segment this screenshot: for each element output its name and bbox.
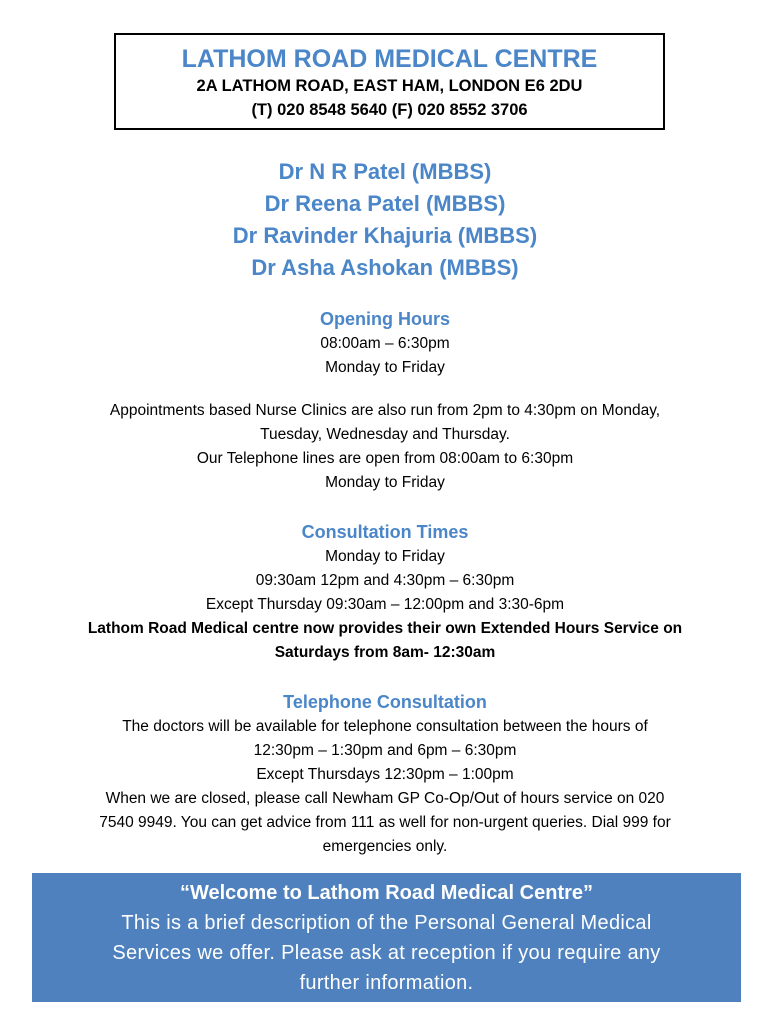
clinics-line: Our Telephone lines are open from 08:00am to 6:30pm <box>196 450 574 467</box>
doctor-name: Dr Ravinder Khajuria (MBBS) <box>232 223 538 248</box>
telephone-line: Except Thursdays 12:30pm – 1:00pm <box>256 766 514 783</box>
opening-hours-title: Opening Hours <box>320 309 450 329</box>
consultation-line: 09:30am 12pm and 4:30pm – 6:30pm <box>255 572 515 589</box>
clinics-line: Tuesday, Wednesday and Thursday. <box>260 426 510 443</box>
consultation-line: Except Thursday 09:30am – 12:00pm and 3:30-6pm <box>205 596 565 613</box>
extended-hours-line: Saturdays from 8am- 12:30am <box>274 644 496 661</box>
doctor-name: Dr Reena Patel (MBBS) <box>264 191 506 216</box>
opening-hours-line: 08:00am – 6:30pm <box>320 335 450 352</box>
header-box <box>114 33 665 130</box>
telephone-line: 12:30pm – 1:30pm and 6pm – 6:30pm <box>253 742 517 759</box>
telephone-line: 7540 9949. You can get advice from 111 as well for non-urgent queries. Dial 999 for <box>99 814 671 831</box>
opening-hours-section <box>0 306 770 380</box>
extended-hours-line: Lathom Road Medical centre now provides their own Extended Hours Service on <box>87 620 683 637</box>
consultation-title: Consultation Times <box>301 522 469 542</box>
welcome-line: further information. <box>299 972 474 994</box>
consultation-section <box>0 519 770 665</box>
clinics-line: Monday to Friday <box>325 474 445 491</box>
doctors-list <box>0 156 770 284</box>
practice-phones: (T) 020 8548 5640 (F) 020 8552 3706 <box>251 101 528 119</box>
welcome-title: “Welcome to Lathom Road Medical Centre” <box>179 882 594 904</box>
welcome-line: Services we offer. Please ask at reception if you require any <box>112 942 661 964</box>
telephone-line: When we are closed, please call Newham GP Co-Op/Out of hours service on 020 <box>105 790 665 807</box>
clinics-section <box>0 399 770 495</box>
doctor-name: Dr Asha Ashokan (MBBS) <box>251 255 519 280</box>
opening-hours-line: Monday to Friday <box>325 359 445 376</box>
consultation-line: Monday to Friday <box>325 548 445 565</box>
telephone-line: The doctors will be available for telephone consultation between the hours of <box>122 718 648 735</box>
doctor-name: Dr N R Patel (MBBS) <box>278 159 492 184</box>
telephone-section <box>0 689 770 859</box>
clinics-line: Appointments based Nurse Clinics are also run from 2pm to 4:30pm on Monday, <box>109 402 661 419</box>
welcome-line: This is a brief description of the Personal General Medical <box>121 912 652 934</box>
telephone-line: emergencies only. <box>322 838 448 855</box>
practice-name: LATHOM ROAD MEDICAL CENTRE <box>181 45 598 73</box>
telephone-title: Telephone Consultation <box>283 692 487 712</box>
welcome-banner <box>32 873 741 1002</box>
practice-address: 2A LATHOM ROAD, EAST HAM, LONDON E6 2DU <box>196 77 583 95</box>
